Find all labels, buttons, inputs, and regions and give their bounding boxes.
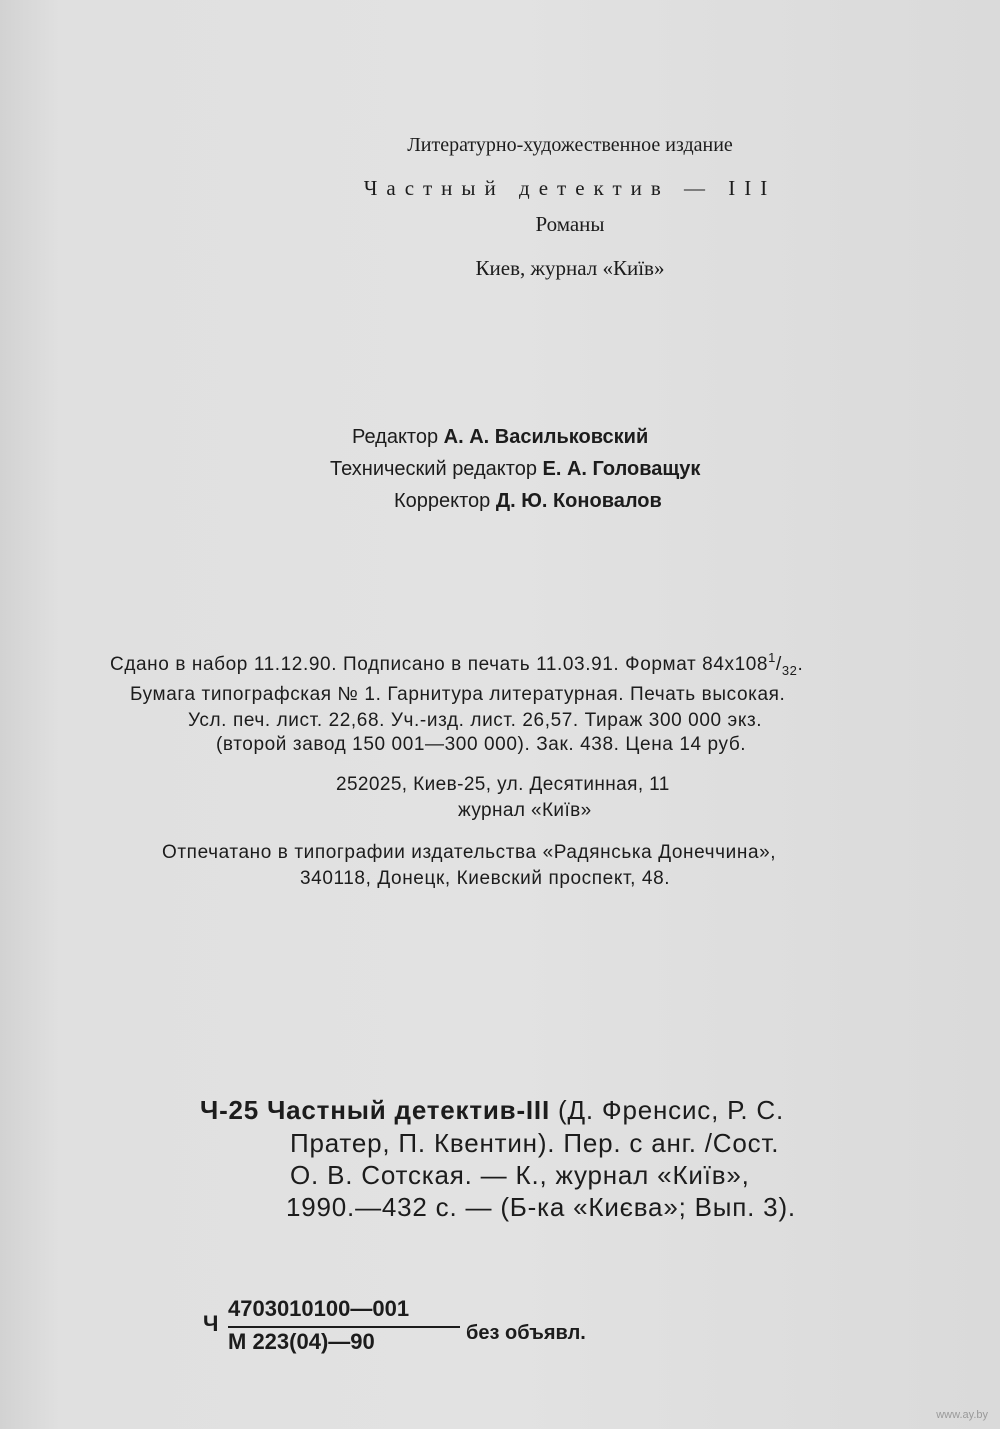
imprint-text: Сдано в набор 11.12.90. Подписано в печать 11.03.91. Формат 84х108 (110, 654, 769, 675)
format-fraction-denominator: 32 (781, 663, 798, 678)
format-fraction-numerator: 1 (768, 650, 776, 665)
catalog-code: Ч-25 (200, 1095, 260, 1125)
catalog-title: Частный детектив-III (267, 1095, 550, 1125)
imprint-text-end: . (797, 654, 804, 675)
edition-type: Литературно-художественное издание (407, 134, 733, 156)
credit-name: Д. Ю. Коновалов (495, 490, 662, 512)
address-line-1: 252025, Киев-25, ул. Десятинная, 11 (336, 774, 670, 795)
imprint-line-3: Усл. печ. лист. 22,68. Уч.-изд. лист. 26,57. Тираж 300 000 экз. (188, 710, 763, 731)
credit-role: Корректор (394, 490, 491, 512)
book-title: Частный детектив — III (363, 176, 777, 200)
imprint-line-2: Бумага типографская № 1. Гарнитура литературная. Печать высокая. (130, 684, 786, 705)
index-denominator: М 223(04)—90 (228, 1329, 375, 1354)
catalog-authors: (Д. Френсис, Р. С. (558, 1095, 785, 1125)
watermark: www.ay.by (936, 1409, 988, 1421)
credit-editor (352, 426, 648, 449)
credit-tech-editor (330, 458, 700, 481)
catalog-line-3: О. В. Сотская. — К., журнал «Київ», (290, 1160, 750, 1190)
index-numerator: 4703010100—001 (228, 1296, 410, 1321)
address-line-2: журнал «Київ» (458, 800, 592, 821)
index-letter: Ч (203, 1311, 219, 1336)
publisher-line: Киев, журнал «Київ» (475, 256, 665, 280)
printer-line-1: Отпечатано в типографии издательства «Радянська Донеччина», (162, 842, 777, 863)
index-fraction-bar (228, 1326, 460, 1328)
catalog-line-4: 1990.—432 с. — (Б-ка «Києва»; Вып. 3). (286, 1192, 796, 1222)
credit-name: А. А. Васильковский (443, 426, 649, 448)
book-genre: Романы (535, 212, 605, 236)
credit-role: Редактор (352, 426, 439, 448)
credit-proofreader (394, 490, 662, 513)
credit-role: Технический редактор (330, 458, 537, 480)
catalog-line-1 (200, 1095, 784, 1126)
index-note: без объявл. (466, 1322, 586, 1344)
imprint-line-4: (второй завод 150 001—300 000). Зак. 438. Цена 14 руб. (216, 734, 747, 755)
catalog-line-2: Пратер, П. Квентин). Пер. с анг. /Сост. (290, 1128, 780, 1158)
imprint-line-1: Сдано в набор 11.12.90. Подписано в печать 11.03.91. Формат $84х108^1/_{32}$. (110, 650, 804, 678)
printer-line-2: 340118, Донецк, Киевский проспект, 48. (300, 868, 671, 889)
credit-name: Е. А. Головащук (542, 458, 701, 480)
